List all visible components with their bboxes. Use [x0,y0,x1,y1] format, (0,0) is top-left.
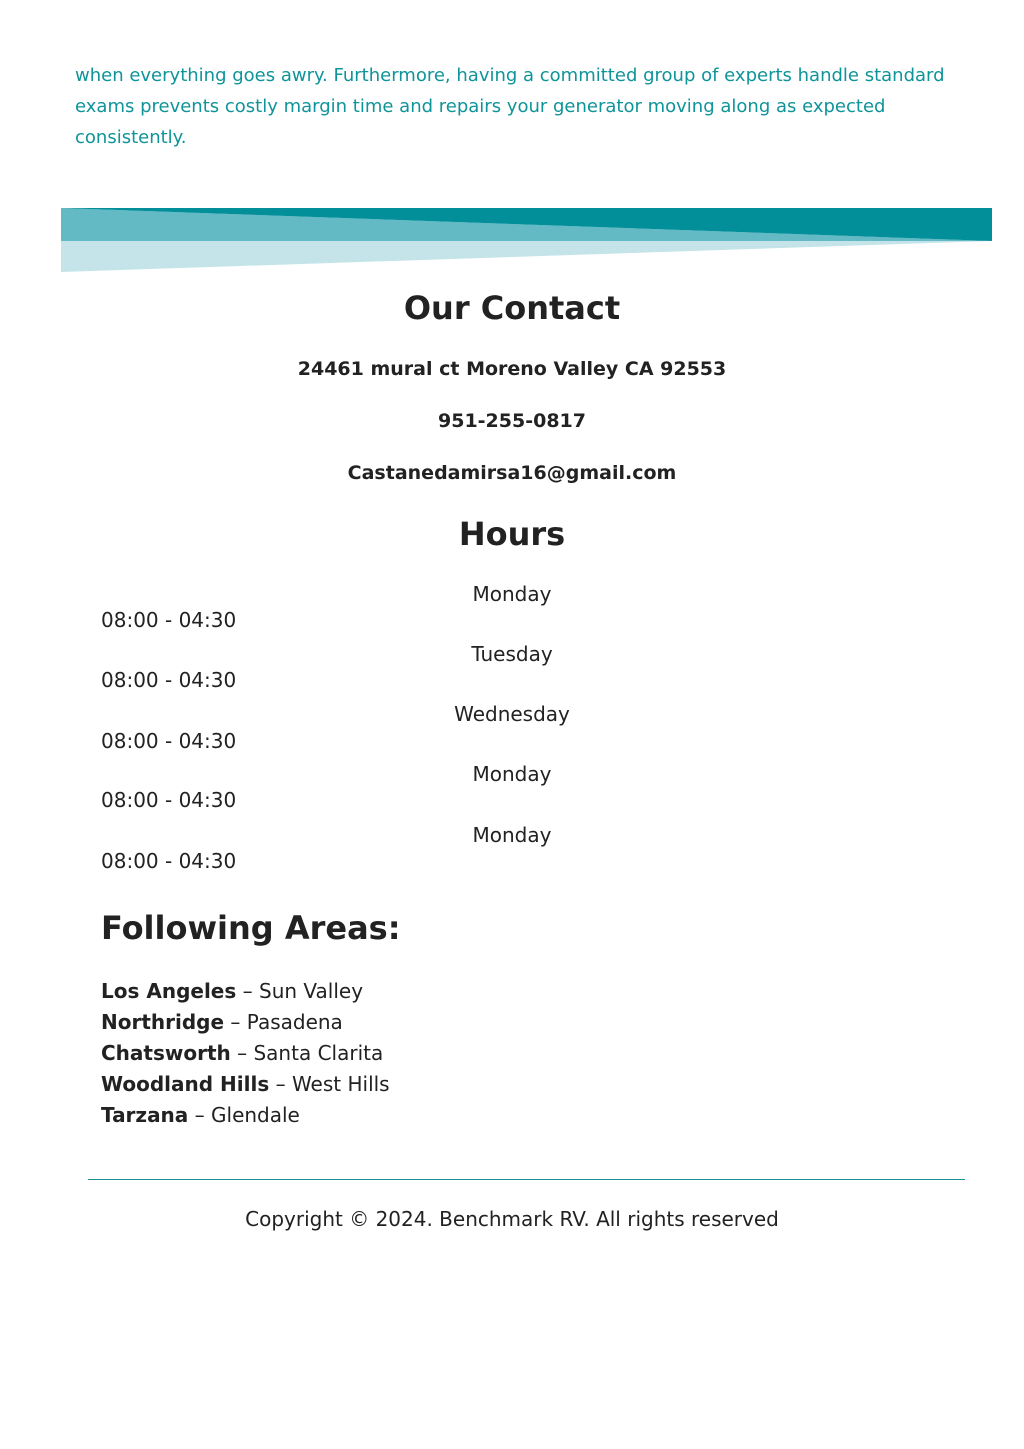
area-secondary: – Sun Valley [236,979,364,1003]
area-item [101,1038,390,1069]
area-secondary: – Santa Clarita [230,1041,384,1065]
decorative-banner [61,208,992,272]
hours-day: Monday [472,582,552,606]
area-primary: Los Angeles [101,979,237,1003]
contact-phone[interactable]: 951-255-0817 [438,410,586,432]
areas-list [101,976,390,1131]
area-item [101,1007,390,1038]
area-primary: Tarzana [101,1103,189,1127]
footer-copyright: Copyright © 2024. Benchmark RV. All rights reserved [245,1207,779,1231]
area-secondary: – Pasadena [224,1010,343,1034]
contact-heading: Our Contact [403,289,621,327]
areas-heading: Following Areas: [101,909,401,947]
area-primary: Northridge [101,1010,225,1034]
hours-day: Tuesday [471,642,553,666]
area-item [101,1100,390,1131]
hours-time: 08:00 - 04:30 [101,608,237,632]
hours-day: Monday [472,823,552,847]
area-secondary: – West Hills [269,1072,390,1096]
hours-time: 08:00 - 04:30 [101,849,237,873]
area-item [101,1069,390,1100]
area-secondary: – Glendale [188,1103,300,1127]
hours-day: Monday [472,762,552,786]
hours-heading: Hours [458,515,566,553]
footer-divider [88,1179,965,1180]
hours-time: 08:00 - 04:30 [101,668,237,692]
intro-paragraph: when everything goes awry. Furthermore, having a committed group of experts handle standard exams prevents costly margin time and repairs your generator moving along as expected consistently. [75,65,945,148]
contact-address: 24461 mural ct Moreno Valley CA 92553 [297,358,727,380]
contact-email[interactable]: Castanedamirsa16@gmail.com [347,462,677,484]
area-primary: Woodland Hills [101,1072,270,1096]
area-primary: Chatsworth [101,1041,231,1065]
hours-time: 08:00 - 04:30 [101,729,237,753]
hours-day: Wednesday [454,702,570,726]
hours-time: 08:00 - 04:30 [101,788,237,812]
area-item [101,976,390,1007]
